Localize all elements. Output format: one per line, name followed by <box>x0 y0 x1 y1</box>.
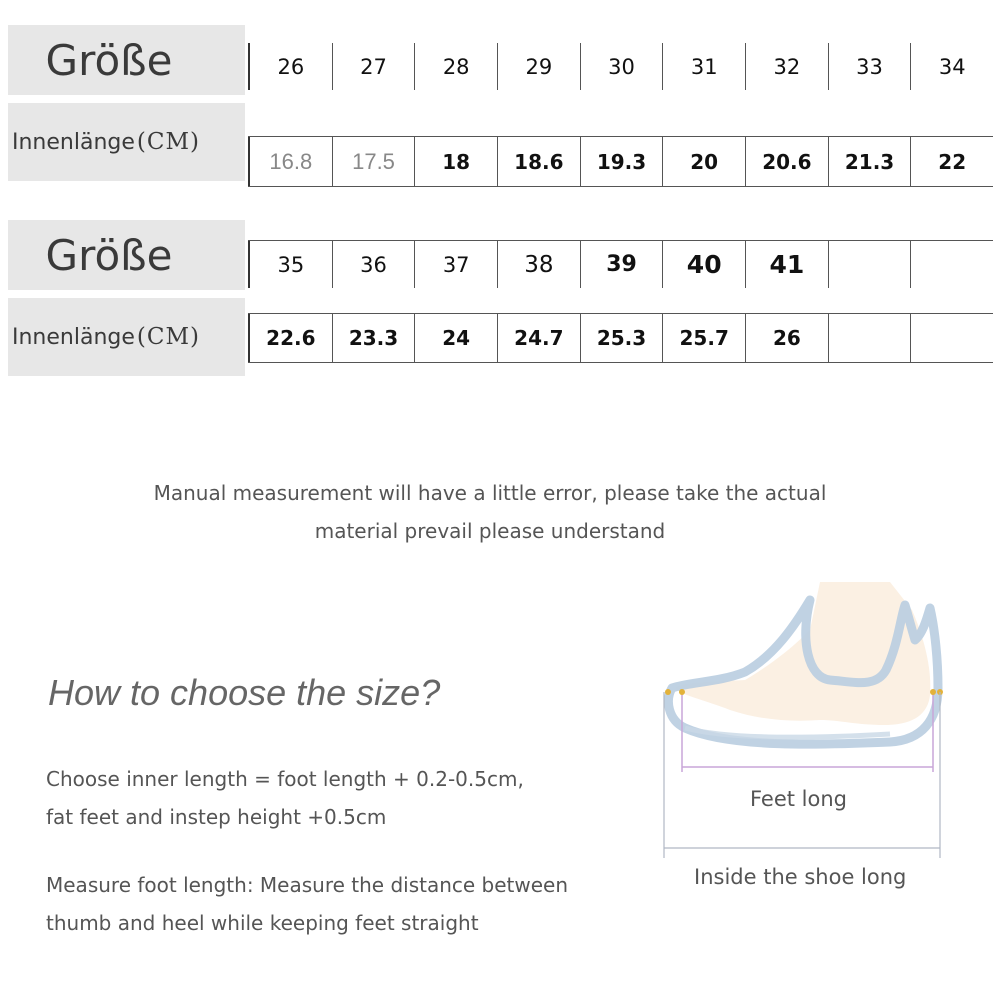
measurement-note <box>60 474 920 550</box>
length-cell: 25.3 <box>580 314 663 362</box>
size-cell: 26 <box>248 43 332 90</box>
size-cell: 27 <box>332 43 415 90</box>
size-cell: 41 <box>745 241 828 288</box>
length-cell: 16.8 <box>248 137 332 186</box>
length-cell <box>910 314 993 362</box>
size-cell: 38 <box>497 241 580 288</box>
size-row-bottom <box>248 240 993 288</box>
inner-length-label-text: Innenlänge <box>12 129 135 155</box>
length-cell: 20 <box>662 137 745 186</box>
size-cell: 31 <box>662 43 745 90</box>
length-cell: 23.3 <box>332 314 415 362</box>
note-line-2: material prevail please understand <box>314 519 666 543</box>
rule-line-2: fat feet and instep height +0.5cm <box>46 805 387 829</box>
inner-length-label-bottom <box>8 298 245 376</box>
length-cell: 24.7 <box>497 314 580 362</box>
size-cell: 35 <box>248 241 332 288</box>
inside-shoe-label: Inside the shoe long <box>694 865 907 889</box>
size-label-text: Größe <box>45 35 173 85</box>
inner-length-unit: (CM) <box>136 324 200 350</box>
note-line-1: Manual measurement will have a little error, please take the actual <box>153 481 827 505</box>
feet-long-label: Feet long <box>750 787 848 811</box>
length-cell: 17.5 <box>332 137 415 186</box>
length-row-bottom <box>248 313 993 363</box>
size-cell: 32 <box>745 43 828 90</box>
length-cell: 24 <box>414 314 497 362</box>
length-cell: 25.7 <box>662 314 745 362</box>
measure-line-1: Measure foot length: Measure the distance between <box>46 873 569 897</box>
length-cell: 18.6 <box>497 137 580 186</box>
size-label-text: Größe <box>45 230 173 280</box>
size-cell: 36 <box>332 241 415 288</box>
measure-line-2: thumb and heel while keeping feet straight <box>46 911 479 935</box>
size-row-top <box>248 43 993 90</box>
size-cell: 39 <box>580 241 663 288</box>
length-cell: 18 <box>414 137 497 186</box>
size-cell: 30 <box>580 43 663 90</box>
size-cell: 33 <box>828 43 911 90</box>
size-label-top <box>8 25 245 95</box>
size-label-bottom <box>8 220 245 290</box>
rule-paragraph <box>46 760 524 836</box>
size-cell: 37 <box>414 241 497 288</box>
rule-line-1: Choose inner length = foot length + 0.2-0.5cm, <box>46 767 524 791</box>
length-cell: 21.3 <box>828 137 911 186</box>
length-cell: 22 <box>910 137 993 186</box>
measure-paragraph <box>46 866 568 942</box>
size-cell <box>910 241 993 288</box>
inner-length-label-top <box>8 103 245 181</box>
size-cell: 34 <box>910 43 993 90</box>
guide-title: How to choose the size? <box>48 672 441 713</box>
inner-length-unit: (CM) <box>136 129 200 155</box>
length-cell: 22.6 <box>248 314 332 362</box>
inner-length-label-text: Innenlänge <box>12 324 135 350</box>
length-cell: 20.6 <box>745 137 828 186</box>
size-cell: 40 <box>662 241 745 288</box>
foot-in-shoe-illustration <box>650 570 950 910</box>
size-cell: 29 <box>497 43 580 90</box>
length-cell: 19.3 <box>580 137 663 186</box>
foot-measure-diagram <box>650 570 950 910</box>
length-cell <box>828 314 911 362</box>
size-cell: 28 <box>414 43 497 90</box>
length-row-top <box>248 136 993 187</box>
length-cell: 26 <box>745 314 828 362</box>
size-cell <box>828 241 911 288</box>
